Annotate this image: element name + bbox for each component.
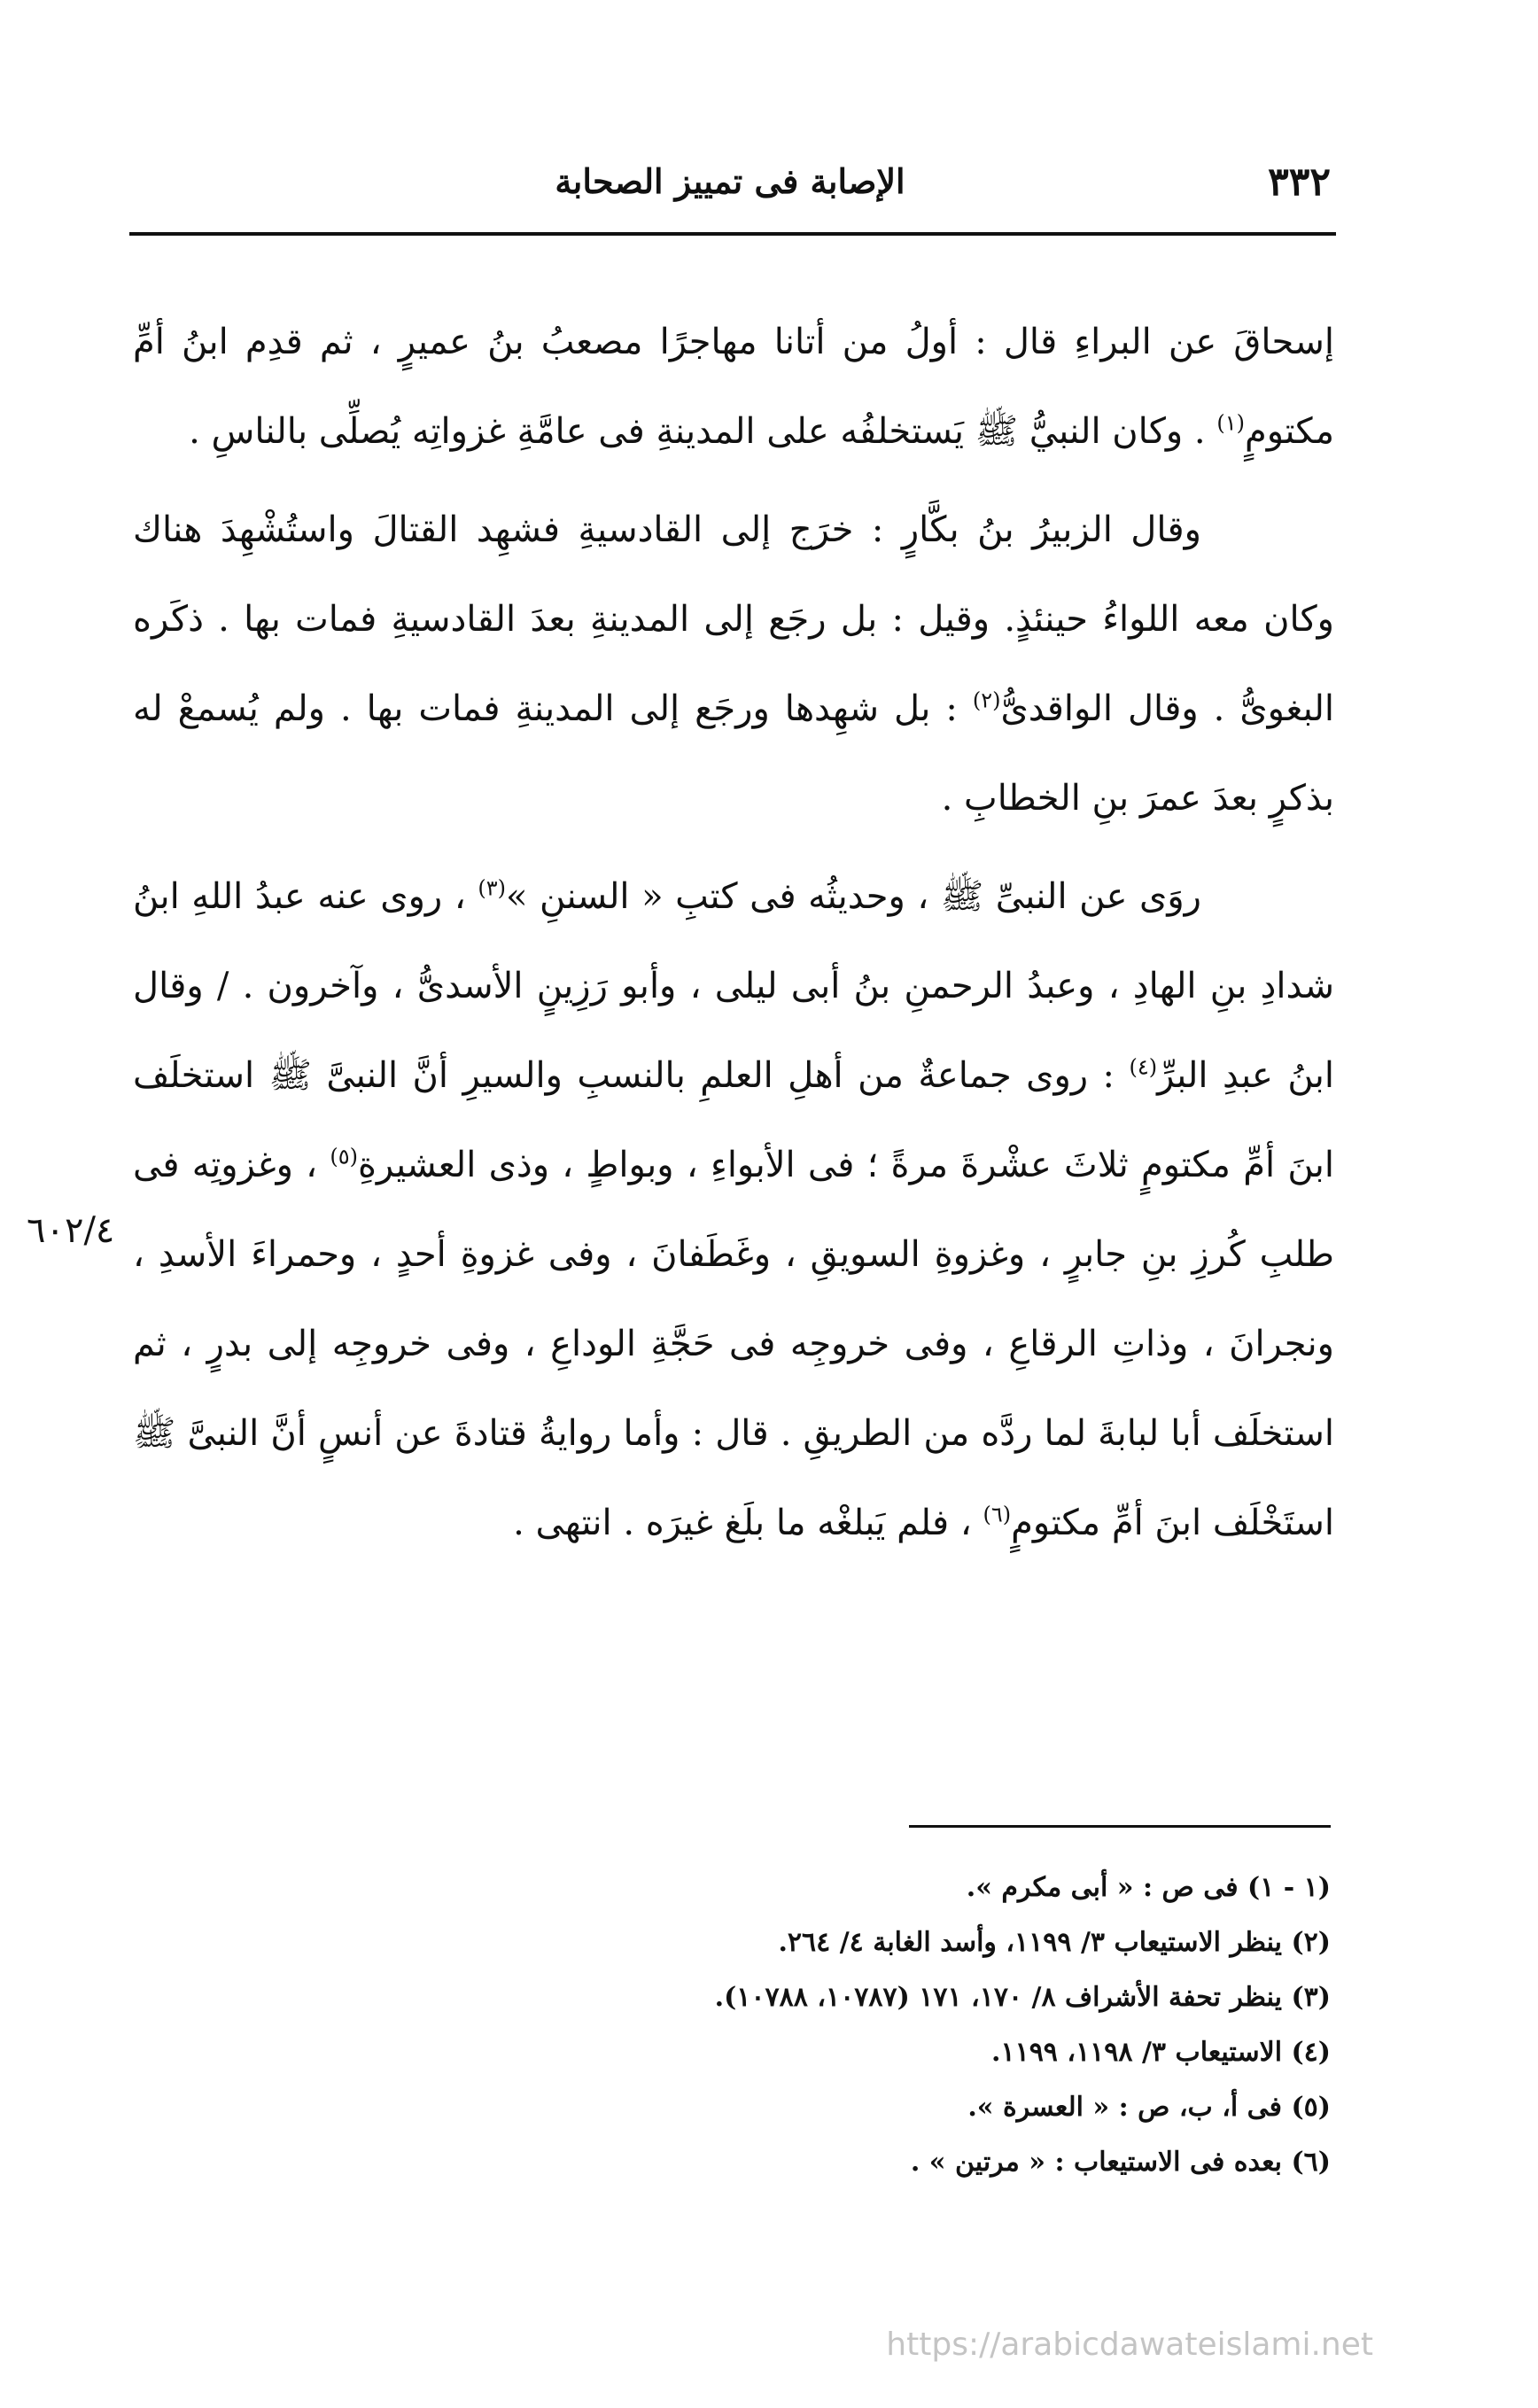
main-text (133, 298, 1334, 1568)
footnote-ref-5: (٥) (330, 1144, 358, 1169)
paragraph-1-text-b: . وكان النبيُّ ﷺ يَستخلفُه على المدينةِ فى عامَّةِ غزواتِه يُصلِّى بالناسِ . (189, 411, 1206, 452)
footnote-2: (٢) ينظر الاستيعاب ٣/ ١١٩٩، وأسد الغابة ٤/ ٢٦٤. (778, 1927, 1331, 1958)
paragraph-2 (133, 485, 1334, 843)
footnote-5: (٥) فى أ، ب، ص : « العسرة ». (967, 2092, 1331, 2123)
header-divider (129, 232, 1336, 236)
paragraph-3-text-c: : روى جماعةٌ من أهلِ العلمِ بالنسبِ والسيرِ أنَّ النبىَّ ﷺ استخلَف ابنَ أمِّ مكتومٍ ثلاثَ عشْرةَ مرةً ؛ فى الأبواءِ ، وبواطٍ ، وذى العشيرةِ (133, 1055, 1335, 1185)
footnote-1: (١ - ١) فى ص : « أبى مكرم ». (966, 1872, 1331, 1903)
footnote-ref-4: (٤) (1129, 1054, 1158, 1080)
footnote-ref-2: (٢) (972, 687, 1001, 713)
watermark: https://arabicdawateislami.net (886, 2326, 1373, 2363)
paragraph-2-text-b: : بل شهِدها ورجَع إلى المدينةِ فمات بها . ولم يُسمعْ له بذكرٍ بعدَ عمرَ بنِ الخطابِ . (133, 688, 1334, 819)
paragraph-2-text-a: وقال الزبيرُ بنُ بكَّارٍ : خرَج إلى القادسيةِ فشهِد القتالَ واستُشْهِدَ هناك وكان معه اللواءُ حينئذٍ. وقيل : بل رجَع إلى المدينةِ بعدَ القادسيةِ فمات بها . ذكَره البغوىُّ . وقال الواقدىُّ (133, 509, 1334, 729)
paragraph-3-text-b: ، روى عنه عبدُ اللهِ ابنُ شدادِ بنِ الهادِ ، وعبدُ الرحمنِ بنُ أبى ليلى ، وأبو رَزِينٍ الأسدىُّ ، وآخرون . / وقال ابنُ عبدِ البرِّ (133, 876, 1335, 1096)
running-title: الإصابة فى تمييز الصحابة (555, 161, 905, 201)
paragraph-1 (133, 298, 1334, 477)
paragraph-1-text-a: إسحاقَ عن البراءِ قال : أولُ من أتانا مهاجرًا مصعبُ بنُ عميرٍ ، ثم قدِم ابنُ أمِّ مكتومٍ (133, 322, 1334, 452)
footnote-6: (٦) بعده فى الاستيعاب : « مرتين » . (910, 2147, 1331, 2178)
footnote-ref-1: (١) (1216, 410, 1245, 436)
page-number: ٣٣٢ (1268, 159, 1331, 205)
footnote-3: (٣) ينظر تحفة الأشراف ٨/ ١٧٠، ١٧١ (١٠٧٨٧، ١٠٧٨٨). (714, 1982, 1331, 2013)
footnote-ref-3: (٣) (478, 875, 506, 901)
footnotes (133, 1860, 1331, 2190)
paragraph-3 (133, 852, 1334, 1568)
footnote-divider (909, 1825, 1331, 1828)
paragraph-3-text-d: ، وغزوتِه فى طلبِ كُرزِ بنِ جابرٍ ، وغزوةِ السويقِ ، وغَطَفانَ ، وفى غزوةِ أحدٍ ، وحمراءَ الأسدِ ، ونجرانَ ، وذاتِ الرقاعِ ، وفى خروجِه فى حَجَّةِ الوداعِ ، وفى خروجِه إلى بدرٍ ، ثم استخلَف أبا لبابةَ لما ردَّه من الطريقِ . قال : وأما روايةُ قتادةَ عن أنسٍ أنَّ النبىَّ ﷺ استَخْلَف ابنَ أمِّ مكتومٍ (133, 1145, 1334, 1543)
page-header (129, 159, 1331, 213)
margin-reference: ٦٠٢/٤ (27, 1210, 115, 1251)
paragraph-3-text-e: ، فلم يَبلغْه ما بلَغ غيرَه . انتهى . (513, 1503, 972, 1543)
paragraph-3-text-a: روَى عن النبىِّ ﷺ ، وحديثُه فى كتبِ « السننِ » (505, 876, 1201, 917)
footnote-ref-6: (٦) (983, 1502, 1012, 1527)
footnote-4: (٤) الاستيعاب ٣/ ١١٩٨، ١١٩٩. (991, 2037, 1331, 2068)
